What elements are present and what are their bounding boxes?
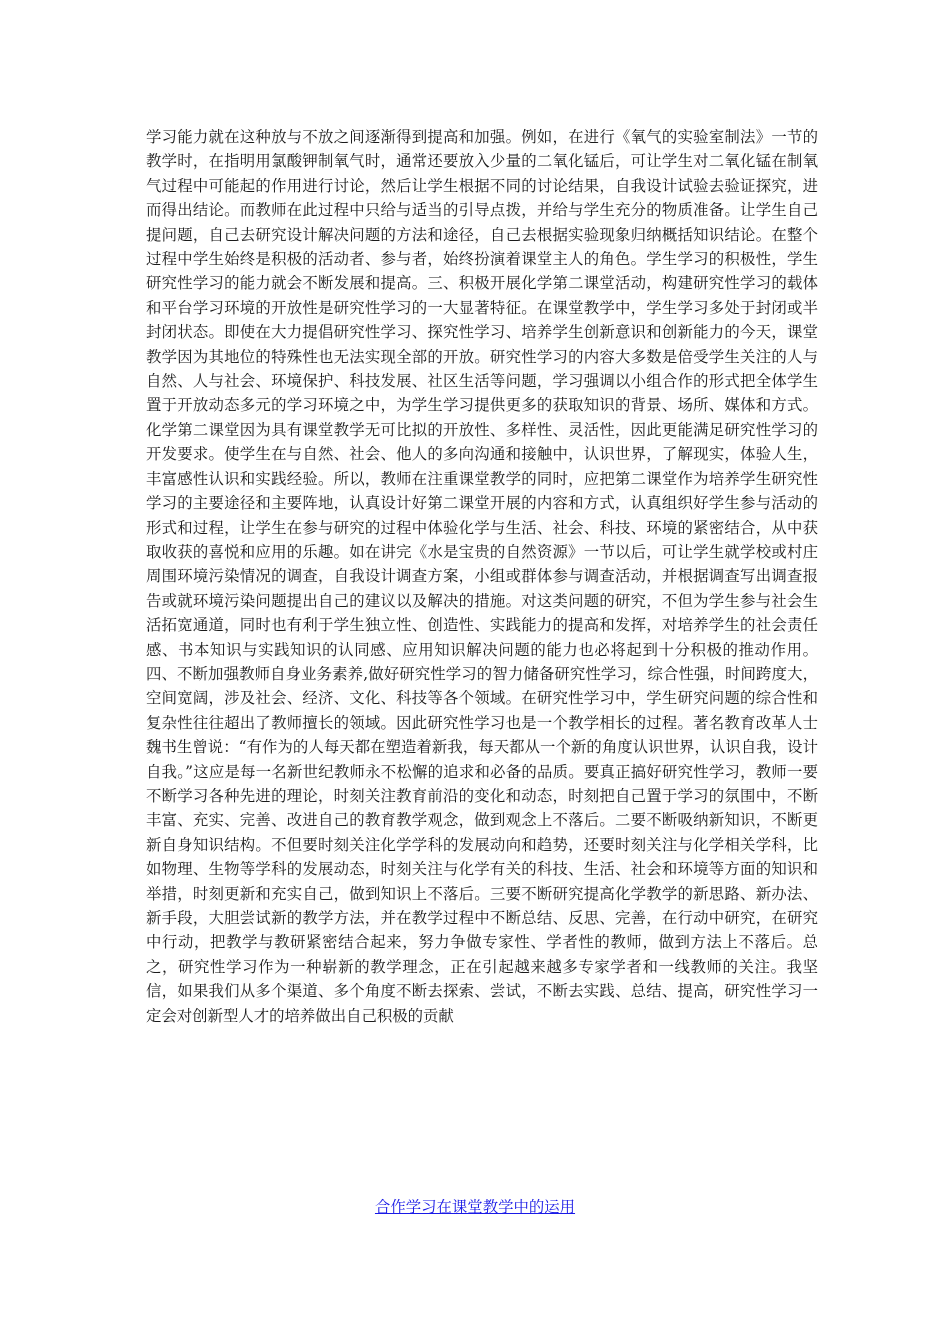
article-body-text: 学习能力就在这种放与不放之间逐渐得到提高和加强。例如，在进行《氧气的实验室制法》一节的教学时，在指明用氯酸钾制氧气时，通常还要放入少量的二氧化锰后，可让学生对二氧化锰在制氧气过程中可能起的作用进行讨论，然后让学生根据不同的讨论结果，自我设计试验去验证探究，进而得出结论。而教师在此过程中只给与适当的引导点拨，并给与学生充分的物质准备。让学生自己提问题，自己去研究设计解决问题的方法和途径，自己去根据实验现象归纳概括知识结论。在整个过程中学生始终是积极的活动者、参与者，始终扮演着课堂主人的角色。学生学习的积极性，学生研究性学习的能力就会不断发展和提高。三、积极开展化学第二课堂活动，构建研究性学习的载体和平台学习环境的开放性是研究性学习的一大显著特征。在课堂教学中，学生学习多处于封闭或半封闭状态。即使在大力提倡研究性学习、探究性学习、培养学生创新意识和创新能力的今天，课堂教学因为其地位的特殊性也无法实现全部的开放。研究性学习的内容大多数是倍受学生关注的人与自然、人与社会、环境保护、科技发展、社区生活等问题，学习强调以小组合作的形式把全体学生置于开放动态多元的学习环境之中，为学生学习提供更多的获取知识的背景、场所、媒体和方式。化学第二课堂因为具有课堂教学无可比拟的开放性、多样性、灵活性，因此更能满足研究性学习的开发要求。使学生在与自然、社会、他人的多向沟通和接触中，认识世界，了解现实，体验人生，丰富感性认识和实践经验。所以，教师在注重课堂教学的同时，应把第二课堂作为培养学生研究性学习的主要途径和主要阵地，认真设计好第二课堂开展的内容和方式，认真组织好学生参与活动的形式和过程，让学生在参与研究的过程中体验化学与生活、社会、科技、环境的紧密结合，从中获取收获的喜悦和应用的乐趣。如在讲完《水是宝贵的自然资源》一节以后，可让学生就学校或村庄周围环境污染情况的调查，自我设计调查方案，小组或群体参与调查活动，并根据调查写出调查报告或就环境污染问题提出自己的建议以及解决的措施。对这类问题的研究，不但为学生参与社会生活拓宽通道，同时也有利于学生独立性、创造性、实践能力的提高和发挥，对培养学生的社会责任感、书本知识与实践知识的认同感、应用知识解决问题的能力也必将起到十分积极的推动作用。四、不断加强教师自身业务素养,做好研究性学习的智力储备研究性学习，综合性强，时间跨度大，空间宽阔，涉及社会、经济、文化、科技等各个领域。在研究性学习中，学生研究问题的综合性和复杂性往往超出了教师擅长的领域。因此研究性学习也是一个教学相长的过程。著名教育改革人士魏书生曾说：“有作为的人每天都在塑造着新我，每天都从一个新的角度认识世界，认识自我，设计自我。”这应是每一名新世纪教师永不松懈的追求和必备的品质。要真正搞好研究性学习，教师一要不断学习各种先进的理论，时刻关注教育前沿的变化和动态，时刻把自己置于学习的氛围中，不断丰富、充实、完善、改进自己的教育教学观念，做到观念上不落后。二要不断吸纳新知识，不断更新自身知识结构。不但要时刻关注化学学科的发展动向和趋势，还要时刻关注与化学相关学科，比如物理、生物等学科的发展动态，时刻关注与化学有关的科技、生活、社会和环境等方面的知识和举措，时刻更新和充实自己，做到知识上不落后。三要不断研究提高化学教学的新思路、新办法、新手段，大胆尝试新的教学方法，并在教学过程中不断总结、反思、完善，在行动中研究，在研究中行动，把教学与教研紧密结合起来，努力争做专家性、学者性的教师，做到方法上不落后。总之，研究性学习作为一种崭新的教学理念，正在引起越来越多专家学者和一线教师的关注。我坚信，如果我们从多个渠道、多个角度不断去探索、尝试，不断去实践、总结、提高，研究性学习一定会对创新型人才的培养做出自己积极的贡献 — [146, 128, 818, 1025]
related-article-container — [0, 1196, 950, 1218]
related-article-link[interactable]: 合作学习在课堂教学中的运用 — [374, 1198, 576, 1216]
